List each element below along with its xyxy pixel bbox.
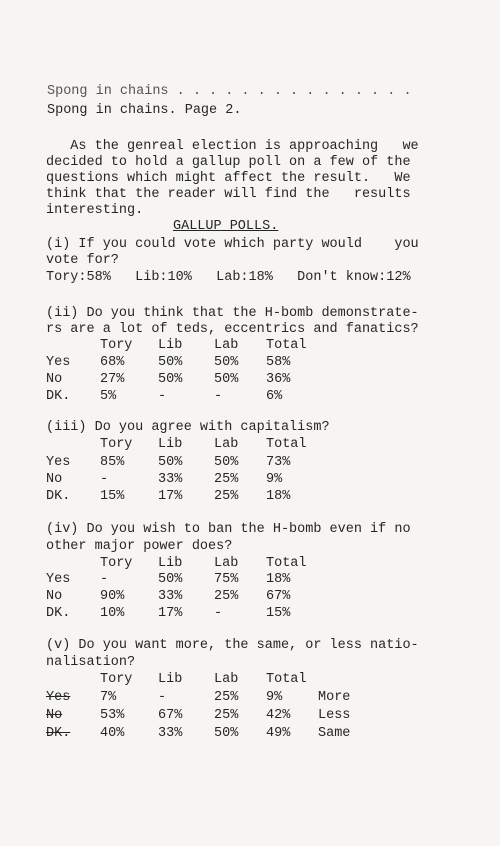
q2-line-2: rs are a lot of teds, eccentrics and fanatics? xyxy=(46,322,419,337)
header-line-1: Spong in chains . . . . . . . . . . . . . . . xyxy=(47,84,412,99)
row-label: DK. xyxy=(46,726,71,741)
q4-h-total: Total xyxy=(266,556,307,571)
cell-total: 36% xyxy=(266,372,291,387)
cell-total: 49% xyxy=(266,726,291,741)
cell-tory: 68% xyxy=(100,355,125,370)
q3-line-1: (iii) Do you agree with capitalism? xyxy=(46,420,330,435)
q1-line-1: (i) If you could vote which party would you xyxy=(46,237,419,252)
row-label: DK. xyxy=(46,389,71,404)
q4-line-1: (iv) Do you wish to ban the H-bomb even if no xyxy=(46,522,411,537)
q3-h-lab: Lab xyxy=(214,437,239,452)
cell-lab: 50% xyxy=(214,455,239,470)
cell-lab: - xyxy=(214,389,223,404)
q5-h-lib: Lib xyxy=(158,672,183,687)
row-label: No xyxy=(46,472,63,487)
q5-h-tory: Tory xyxy=(100,672,133,687)
cell-tory: 7% xyxy=(100,690,117,705)
cell-lib: 17% xyxy=(158,489,183,504)
cell-lab: 50% xyxy=(214,355,239,370)
cell-lib: 50% xyxy=(158,355,183,370)
q3-h-total: Total xyxy=(266,437,307,452)
cell-lib: 50% xyxy=(158,372,183,387)
q2-h-lib: Lib xyxy=(158,338,183,353)
cell-lab: 25% xyxy=(214,472,239,487)
cell-lab: - xyxy=(214,606,223,621)
intro-line-3: questions which might affect the result. We xyxy=(46,171,411,186)
cell-tory: 10% xyxy=(100,606,125,621)
intro-line-5: interesting. xyxy=(46,203,144,218)
cell-tory: 85% xyxy=(100,455,125,470)
cell-total: 6% xyxy=(266,389,283,404)
cell-total: 67% xyxy=(266,589,291,604)
cell-lab: 50% xyxy=(214,726,239,741)
cell-tory: 90% xyxy=(100,589,125,604)
row-label: No xyxy=(46,708,63,723)
q4-line-2: other major power does? xyxy=(46,539,233,554)
q2-h-lab: Lab xyxy=(214,338,239,353)
cell-total: 15% xyxy=(266,606,291,621)
cell-lib: 67% xyxy=(158,708,183,723)
cell-lib: 33% xyxy=(158,472,183,487)
q5-h-lab: Lab xyxy=(214,672,239,687)
q2-h-tory: Tory xyxy=(100,338,133,353)
cell-lab: 25% xyxy=(214,690,239,705)
q5-line-1: (v) Do you want more, the same, or less natio- xyxy=(46,638,419,653)
row-label: No xyxy=(46,372,63,387)
cell-tory: 15% xyxy=(100,489,125,504)
cell-total: 42% xyxy=(266,708,291,723)
cell-lib: - xyxy=(158,389,167,404)
q2-line-1: (ii) Do you think that the H-bomb demonstrate- xyxy=(46,306,419,321)
row-label: Yes xyxy=(46,355,71,370)
cell-lib: 50% xyxy=(158,455,183,470)
row-label: DK. xyxy=(46,489,71,504)
row-label: Yes xyxy=(46,690,71,705)
intro-line-1: As the genreal election is approaching we xyxy=(46,139,419,154)
cell-total: 73% xyxy=(266,455,291,470)
cell-lab: 25% xyxy=(214,708,239,723)
q3-h-lib: Lib xyxy=(158,437,183,452)
intro-line-4: think that the reader will find the results xyxy=(46,187,411,202)
cell-total: 9% xyxy=(266,690,283,705)
row-category: Same xyxy=(318,726,351,741)
poll-title: GALLUP POLLS. xyxy=(173,219,279,234)
cell-tory: - xyxy=(100,572,109,587)
cell-lab: 25% xyxy=(214,489,239,504)
q1-line-2: vote for? xyxy=(46,253,119,268)
intro-line-2: decided to hold a gallup poll on a few of the xyxy=(46,155,411,170)
row-label: Yes xyxy=(46,455,71,470)
row-label: Yes xyxy=(46,572,71,587)
q4-h-lab: Lab xyxy=(214,556,239,571)
cell-total: 9% xyxy=(266,472,283,487)
cell-lib: 17% xyxy=(158,606,183,621)
q2-h-total: Total xyxy=(266,338,307,353)
q4-h-lib: Lib xyxy=(158,556,183,571)
q5-h-total: Total xyxy=(266,672,307,687)
q5-line-2: nalisation? xyxy=(46,655,136,670)
row-label: No xyxy=(46,589,63,604)
cell-lab: 25% xyxy=(214,589,239,604)
q3-h-tory: Tory xyxy=(100,437,133,452)
cell-lib: 33% xyxy=(158,589,183,604)
row-category: More xyxy=(318,690,351,705)
cell-tory: - xyxy=(100,472,109,487)
table-row xyxy=(46,726,351,846)
q4-h-tory: Tory xyxy=(100,556,133,571)
cell-lib: 33% xyxy=(158,726,183,741)
cell-lib: - xyxy=(158,690,167,705)
cell-tory: 27% xyxy=(100,372,125,387)
row-label: DK. xyxy=(46,606,71,621)
cell-tory: 40% xyxy=(100,726,125,741)
cell-total: 18% xyxy=(266,489,291,504)
cell-lib: 50% xyxy=(158,572,183,587)
cell-lab: 75% xyxy=(214,572,239,587)
cell-lab: 50% xyxy=(214,372,239,387)
cell-tory: 5% xyxy=(100,389,117,404)
q1-answers: Tory:58% Lib:10% Lab:18% Don't know:12% xyxy=(46,270,411,285)
row-category: Less xyxy=(318,708,351,723)
cell-tory: 53% xyxy=(100,708,125,723)
cell-total: 18% xyxy=(266,572,291,587)
header-line-2: Spong in chains. Page 2. xyxy=(47,103,242,118)
cell-total: 58% xyxy=(266,355,291,370)
